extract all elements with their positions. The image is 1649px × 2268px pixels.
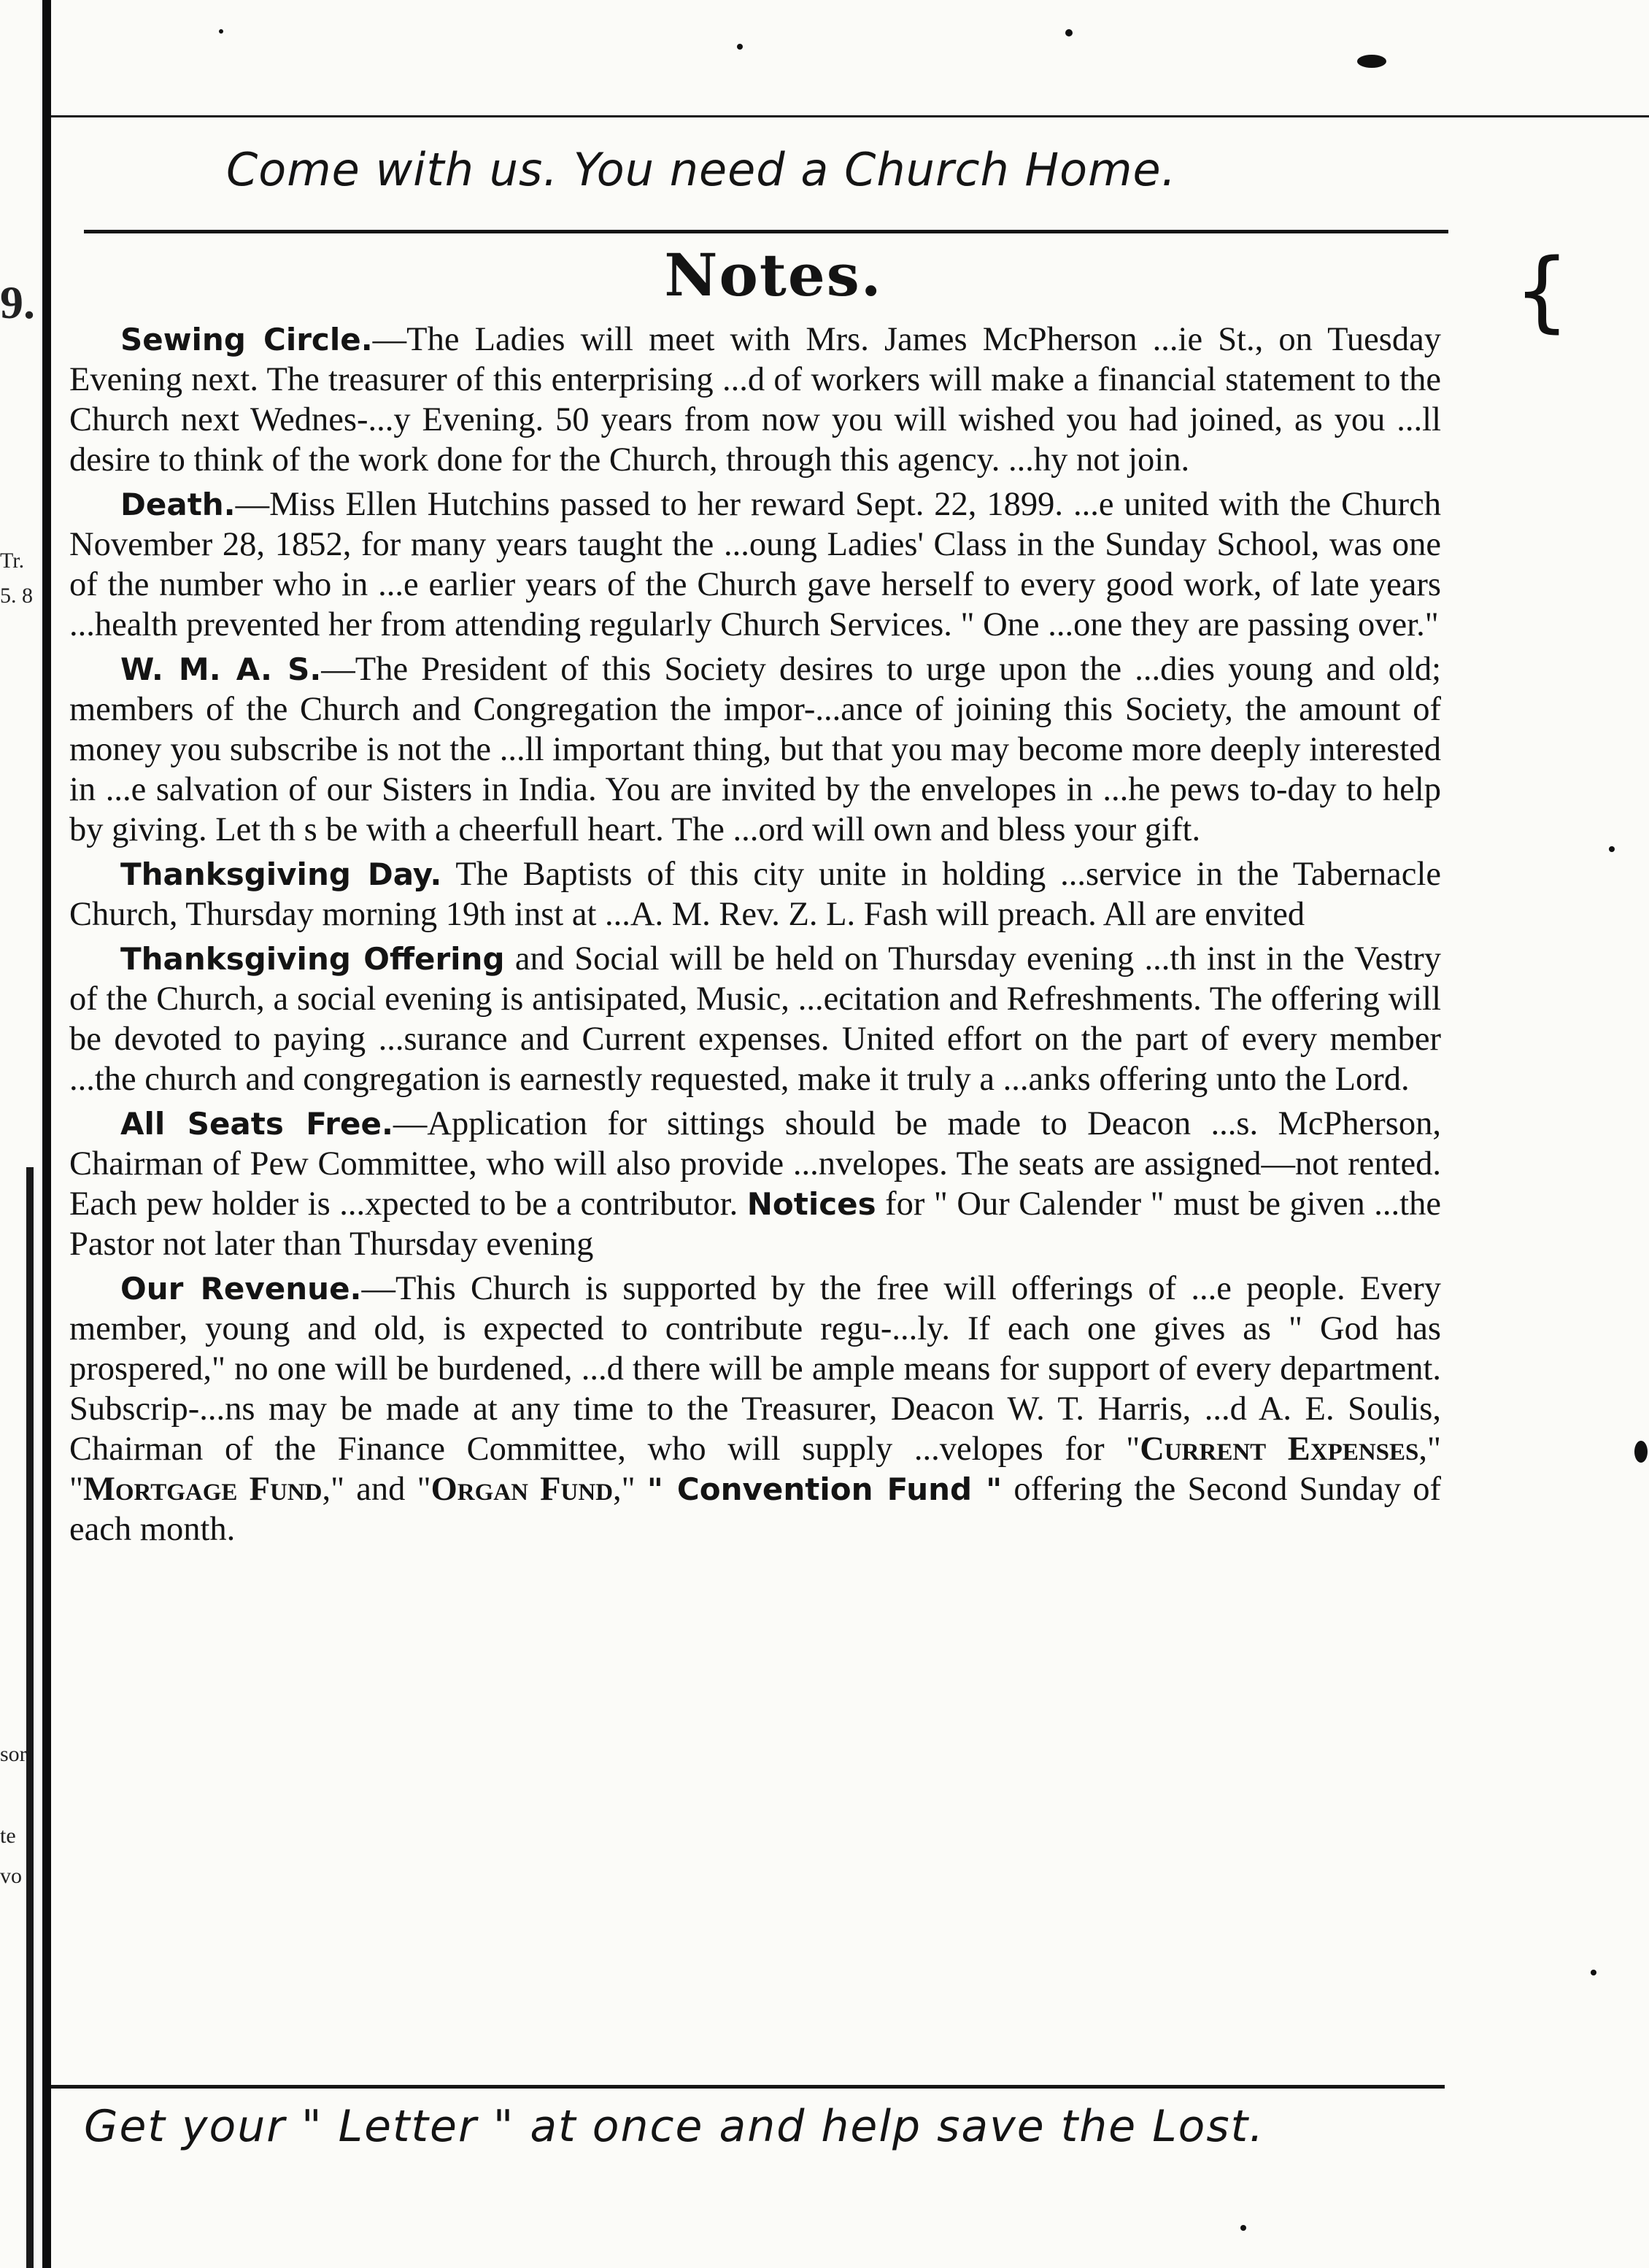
fund-name: Organ Fund bbox=[430, 1471, 614, 1508]
note-sewing-circle bbox=[69, 320, 1441, 480]
note-text: —Miss Ellen Hutchins passed to her reward Sept. 22, 1899. ...e united with the Church November 28, 1852, for many years taught the ...oung Ladies' Class in the Sunday School, was one of the number who in ...e earlier years of the Church gave herself to every good work, of late years ...health prevented her from attending regularly Church Services. " One ...one they are passing over." bbox=[69, 486, 1441, 643]
scan-speck bbox=[1634, 1441, 1648, 1463]
header-rule bbox=[84, 230, 1448, 233]
note-text: —The Ladies will meet with Mrs. James McPherson ...ie St., on Tuesday Evening next. The treasurer of this enterprising ...d of workers will make a financial statement to the Church next Wednes-...y Evening. 50 years from now you will wished you had joined, as you ...ll desire to think of the work done for the Church, through this agency. ...hy not join. bbox=[69, 321, 1441, 479]
fund-name: Mortgage Fund bbox=[82, 1471, 323, 1508]
top-rule bbox=[51, 115, 1649, 117]
margin-fragment: sor bbox=[0, 1742, 27, 1766]
note-inline-bold: Notices bbox=[746, 1186, 876, 1222]
note-text: offering the Second Sunday of each month. bbox=[69, 1471, 1441, 1548]
scan-speck bbox=[737, 44, 743, 50]
note-text: ," bbox=[613, 1471, 647, 1508]
scan-speck bbox=[1591, 1970, 1596, 1975]
note-our-revenue bbox=[69, 1269, 1441, 1549]
page-edge-shadow bbox=[42, 0, 51, 2268]
margin-fragment: 5. 8 bbox=[0, 584, 33, 608]
pencil-bracket-mark: { bbox=[1514, 241, 1570, 342]
footer-slogan: Get your " Letter " at once and help save the Lost. bbox=[84, 2101, 1265, 2152]
note-thanksgiving-offering bbox=[69, 939, 1441, 1099]
note-text: and Social will be held on Thursday evening ...th inst in the Vestry of the Church, a social evening is antisipated, Music, ...ecitation and Refreshments. The offering will be devoted to paying ...surance and Current expenses. United effort on the part of every member ...the church and congregation is earnestly requested, make it truly a ...anks offering unto the Lord. bbox=[69, 940, 1441, 1098]
scan-speck bbox=[1609, 846, 1615, 852]
note-death bbox=[69, 484, 1441, 645]
note-heading: Death. bbox=[120, 487, 236, 522]
note-heading: Thanksgiving Offering bbox=[120, 941, 505, 977]
scan-speck bbox=[219, 29, 223, 34]
note-text: for " Our Calender " must be given ...the Pastor not later than Thursday evening bbox=[69, 1185, 1441, 1263]
note-text: —This Church is supported by the free will offerings of ...e people. Every member, young and old, is expected to contribute regu-...ly. If each one gives as " God has prospered," no one will be burdened, ...d there will be ample means for support of every department. Subscrip-...ns may be made at any time to the Treasurer, Deacon W. T. Harris, ...d A. E. Soulis, Chairman of the Finance Committee, who will supply ...velopes for " bbox=[69, 1270, 1441, 1468]
note-heading: W. M. A. S. bbox=[120, 651, 322, 687]
note-heading: All Seats Free. bbox=[120, 1106, 393, 1142]
note-inline-bold: " Convention Fund " bbox=[646, 1471, 1003, 1507]
footer-rule bbox=[51, 2085, 1445, 2089]
header-slogan: Come with us. You need a Church Home. bbox=[226, 143, 1177, 196]
note-text: ," and " bbox=[322, 1471, 431, 1508]
note-text: The Baptists of this city unite in holding ...service in the Tabernacle Church, Thursday morning 19th inst at ...A. M. Rev. Z. L. Fash will preach. All are envited bbox=[69, 856, 1441, 933]
note-wmas bbox=[69, 649, 1441, 850]
notes-title: Notes. bbox=[664, 241, 883, 309]
note-heading: Sewing Circle. bbox=[120, 322, 373, 357]
margin-fragment: vo bbox=[0, 1864, 22, 1888]
note-all-seats-free bbox=[69, 1104, 1441, 1264]
margin-fragment: Tr. bbox=[0, 549, 25, 573]
note-text: —Application for sittings should be made to Deacon ...s. McPherson, Chairman of Pew Committee, who will also provide ...nvelopes. The seats are assigned—not rented. Each pew holder is ...xpected to be a contributor. bbox=[69, 1105, 1441, 1223]
scan-speck bbox=[1357, 55, 1386, 68]
notes-column bbox=[69, 320, 1441, 1554]
note-text: ," " bbox=[69, 1431, 1441, 1508]
note-heading: Thanksgiving Day. bbox=[120, 856, 442, 892]
scan-speck bbox=[1240, 2225, 1246, 2231]
margin-fragment: 9. bbox=[0, 276, 35, 328]
fund-name: Current Expenses bbox=[1140, 1431, 1419, 1468]
page-edge-shadow-lower bbox=[26, 1167, 34, 2268]
note-thanksgiving-day bbox=[69, 854, 1441, 934]
margin-fragment: te bbox=[0, 1824, 16, 1848]
note-heading: Our Revenue. bbox=[120, 1271, 362, 1307]
scan-speck bbox=[1065, 29, 1073, 36]
note-text: —The President of this Society desires to urge upon the ...dies young and old; members of the Church and Congregation the impor-...ance of joining this Society, the amount of money you subscribe is not the ...ll important thing, but that you may become more deeply interested in ...e salvation of our Sisters in India. You are invited by the envelopes in ...he pews to-day to help by giving. Let th s be with a cheerfull heart. The ...ord will own and bless your gift. bbox=[69, 651, 1442, 848]
